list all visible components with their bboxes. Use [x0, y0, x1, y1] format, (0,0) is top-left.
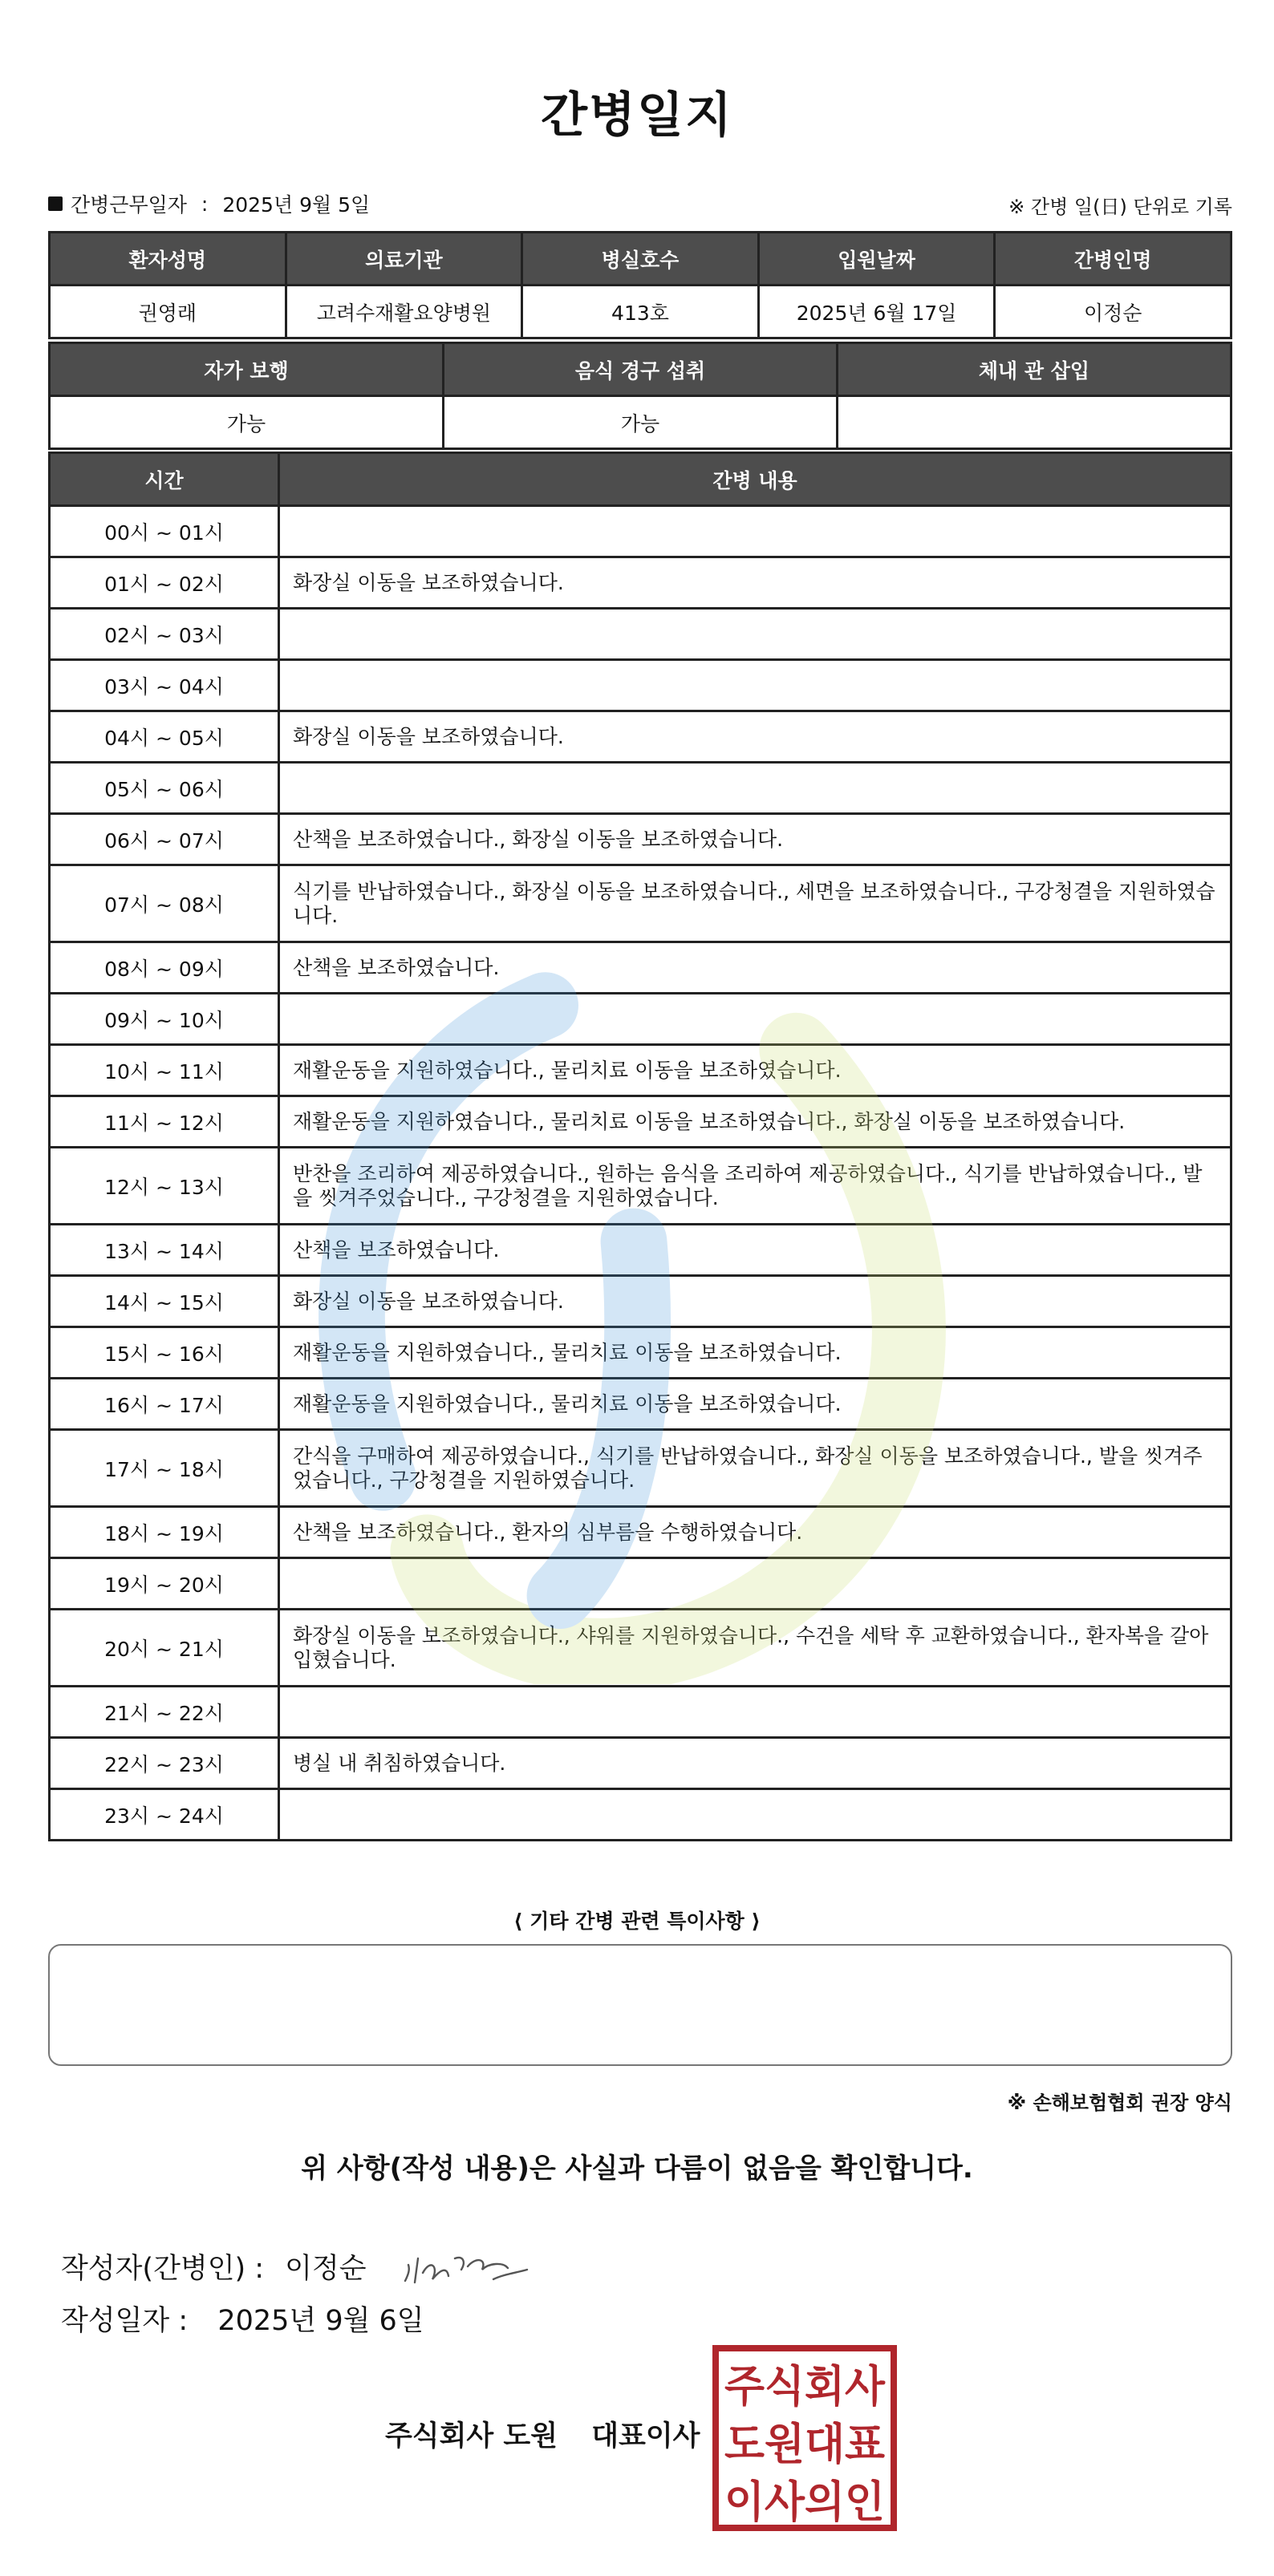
header-care-content: 간병 내용: [279, 453, 1231, 506]
care-log-row: [50, 1687, 1231, 1738]
care-log-row: [50, 557, 1231, 609]
care-log-row: [50, 865, 1231, 942]
care-log-row: [50, 1096, 1231, 1148]
signature-image: [399, 2234, 535, 2299]
document-title: 간병일지: [541, 87, 733, 144]
care-log-body: [50, 506, 1231, 1841]
written-date-line: [61, 2299, 424, 2339]
care-time: 11시 ~ 12시: [50, 1096, 279, 1148]
care-content: 재활운동을 지원하였습니다., 물리치료 이동을 보조하였습니다.: [279, 1327, 1231, 1379]
work-date-value: 2025년 9월 5일: [222, 193, 371, 217]
care-time: 13시 ~ 14시: [50, 1225, 279, 1276]
care-time: 17시 ~ 18시: [50, 1430, 279, 1507]
care-content: 화장실 이동을 보조하였습니다.: [279, 1276, 1231, 1327]
standard-note: ※ 손해보험협회 권장 양식: [1007, 2092, 1232, 2114]
care-time: 02시 ~ 03시: [50, 609, 279, 660]
care-content: 병실 내 취침하였습니다.: [279, 1738, 1231, 1789]
notes-box: [48, 1944, 1232, 2066]
care-log-row: [50, 1430, 1231, 1507]
care-time: 15시 ~ 16시: [50, 1327, 279, 1379]
patient-info-header-row: [50, 233, 1231, 286]
hospital: 고려수재활요양병원: [286, 286, 522, 338]
bullet-square-icon: [48, 196, 63, 211]
care-log-row: [50, 1610, 1231, 1687]
header-caregiver-name: 간병인명: [995, 233, 1231, 286]
care-content: 식기를 반납하였습니다., 화장실 이동을 보조하였습니다., 세면을 보조하였습니다., 구강청결을 지원하였습니다.: [279, 865, 1231, 942]
care-time: 16시 ~ 17시: [50, 1379, 279, 1430]
care-time: 22시 ~ 23시: [50, 1738, 279, 1789]
care-time: 14시 ~ 15시: [50, 1276, 279, 1327]
care-time: 01시 ~ 02시: [50, 557, 279, 609]
care-time: 09시 ~ 10시: [50, 994, 279, 1045]
care-log-row: [50, 1558, 1231, 1610]
care-content: [279, 1687, 1231, 1738]
care-time: 19시 ~ 20시: [50, 1558, 279, 1610]
writer-label: 작성자(간병인) :: [61, 2253, 265, 2285]
care-time: 06시 ~ 07시: [50, 814, 279, 865]
oral-intake: 가능: [444, 396, 838, 449]
patient-status-header-row: [50, 343, 1231, 396]
care-time: 10시 ~ 11시: [50, 1045, 279, 1096]
work-date-label: 간병근무일자: [71, 193, 187, 217]
written-date-value: 2025년 9월 6일: [217, 2305, 424, 2337]
header-tube-insertion: 체내 관 삽입: [838, 343, 1231, 396]
care-log-row: [50, 506, 1231, 557]
care-log-row: [50, 1276, 1231, 1327]
care-time: 00시 ~ 01시: [50, 506, 279, 557]
care-content: [279, 506, 1231, 557]
care-content: 재활운동을 지원하였습니다., 물리치료 이동을 보조하였습니다.: [279, 1379, 1231, 1430]
care-content: [279, 994, 1231, 1045]
company-seal-stamp: [712, 2345, 897, 2531]
care-content: 산책을 보조하였습니다., 환자의 심부름을 수행하였습니다.: [279, 1507, 1231, 1558]
care-log-row: [50, 660, 1231, 711]
company-name: 주식회사 도원: [385, 2420, 558, 2452]
care-content: [279, 763, 1231, 814]
care-content: [279, 660, 1231, 711]
care-log-row: [50, 994, 1231, 1045]
room-number: 413호: [522, 286, 759, 338]
company-line: [385, 2414, 700, 2454]
care-log-row: [50, 1045, 1231, 1096]
care-content: 산책을 보조하였습니다.: [279, 942, 1231, 994]
header-room: 병실호수: [522, 233, 759, 286]
care-content: 재활운동을 지원하였습니다., 물리치료 이동을 보조하였습니다., 화장실 이동을 보조하였습니다.: [279, 1096, 1231, 1148]
unit-note: ※ 간병 일(日) 단위로 기록: [1008, 196, 1232, 218]
care-content: [279, 1789, 1231, 1841]
patient-info-table: [48, 231, 1232, 339]
care-time: 04시 ~ 05시: [50, 711, 279, 763]
care-log-row: [50, 1327, 1231, 1379]
care-content: 산책을 보조하였습니다., 화장실 이동을 보조하였습니다.: [279, 814, 1231, 865]
company-title: 대표이사: [591, 2420, 700, 2452]
admission-date: 2025년 6월 17일: [758, 286, 995, 338]
care-log-row: [50, 609, 1231, 660]
confirmation-statement: 위 사항(작성 내용)은 사실과 다름이 없음을 확인합니다.: [301, 2153, 973, 2185]
care-time: 05시 ~ 06시: [50, 763, 279, 814]
patient-status-table: [48, 342, 1232, 450]
care-log-row: [50, 942, 1231, 994]
care-content: [279, 1558, 1231, 1610]
care-time: 03시 ~ 04시: [50, 660, 279, 711]
writer-name: 이정순: [285, 2253, 367, 2285]
tube-insertion: [838, 396, 1231, 449]
care-log-header-row: [50, 453, 1231, 506]
care-time: 23시 ~ 24시: [50, 1789, 279, 1841]
care-content: 화장실 이동을 보조하였습니다.: [279, 711, 1231, 763]
patient-status-value-row: [50, 396, 1231, 449]
care-log-row: [50, 1379, 1231, 1430]
written-date-label: 작성일자 :: [61, 2305, 189, 2337]
patient-info-value-row: [50, 286, 1231, 338]
header-self-walking: 자가 보행: [50, 343, 444, 396]
care-log-row: [50, 711, 1231, 763]
header-patient-name: 환자성명: [50, 233, 286, 286]
writer-line: [61, 2234, 535, 2299]
header-hospital: 의료기관: [286, 233, 522, 286]
care-time: 20시 ~ 21시: [50, 1610, 279, 1687]
care-content: [279, 609, 1231, 660]
notes-title: ⟨ 기타 간병 관련 특이사항 ⟩: [513, 1910, 761, 1933]
header-admission-date: 입원날짜: [758, 233, 995, 286]
care-log-table: [48, 452, 1232, 1841]
caregiver-name: 이정순: [995, 286, 1231, 338]
care-content: 재활운동을 지원하였습니다., 물리치료 이동을 보조하였습니다.: [279, 1045, 1231, 1096]
work-date-colon: :: [201, 192, 209, 216]
header-oral-intake: 음식 경구 섭취: [444, 343, 838, 396]
patient-name: 권영래: [50, 286, 286, 338]
care-log-row: [50, 814, 1231, 865]
care-log-row: [50, 1507, 1231, 1558]
care-time: 08시 ~ 09시: [50, 942, 279, 994]
care-time: 12시 ~ 13시: [50, 1148, 279, 1225]
care-log-row: [50, 1148, 1231, 1225]
care-content: 화장실 이동을 보조하였습니다., 샤워를 지원하였습니다., 수건을 세탁 후 교환하였습니다., 환자복을 갈아입혔습니다.: [279, 1610, 1231, 1687]
header-time: 시간: [50, 453, 279, 506]
care-time: 21시 ~ 22시: [50, 1687, 279, 1738]
svg-text:이사의인: 이사의인: [724, 2477, 885, 2527]
care-log-row: [50, 1789, 1231, 1841]
svg-text:주식회사: 주식회사: [724, 2361, 886, 2412]
care-time: 07시 ~ 08시: [50, 865, 279, 942]
work-date: [48, 189, 370, 218]
care-content: 간식을 구매하여 제공하였습니다., 식기를 반납하였습니다., 화장실 이동을 보조하였습니다., 발을 씻겨주었습니다., 구강청결을 지원하였습니다.: [279, 1430, 1231, 1507]
self-walking: 가능: [50, 396, 444, 449]
svg-text:도원대표: 도원대표: [724, 2419, 885, 2469]
care-content: 산책을 보조하였습니다.: [279, 1225, 1231, 1276]
care-content: 반찬을 조리하여 제공하였습니다., 원하는 음식을 조리하여 제공하였습니다., 식기를 반납하였습니다., 발을 씻겨주었습니다., 구강청결을 지원하였습니다.: [279, 1148, 1231, 1225]
care-log-row: [50, 1225, 1231, 1276]
care-log-row: [50, 1738, 1231, 1789]
care-content: 화장실 이동을 보조하였습니다.: [279, 557, 1231, 609]
care-log-row: [50, 763, 1231, 814]
care-time: 18시 ~ 19시: [50, 1507, 279, 1558]
